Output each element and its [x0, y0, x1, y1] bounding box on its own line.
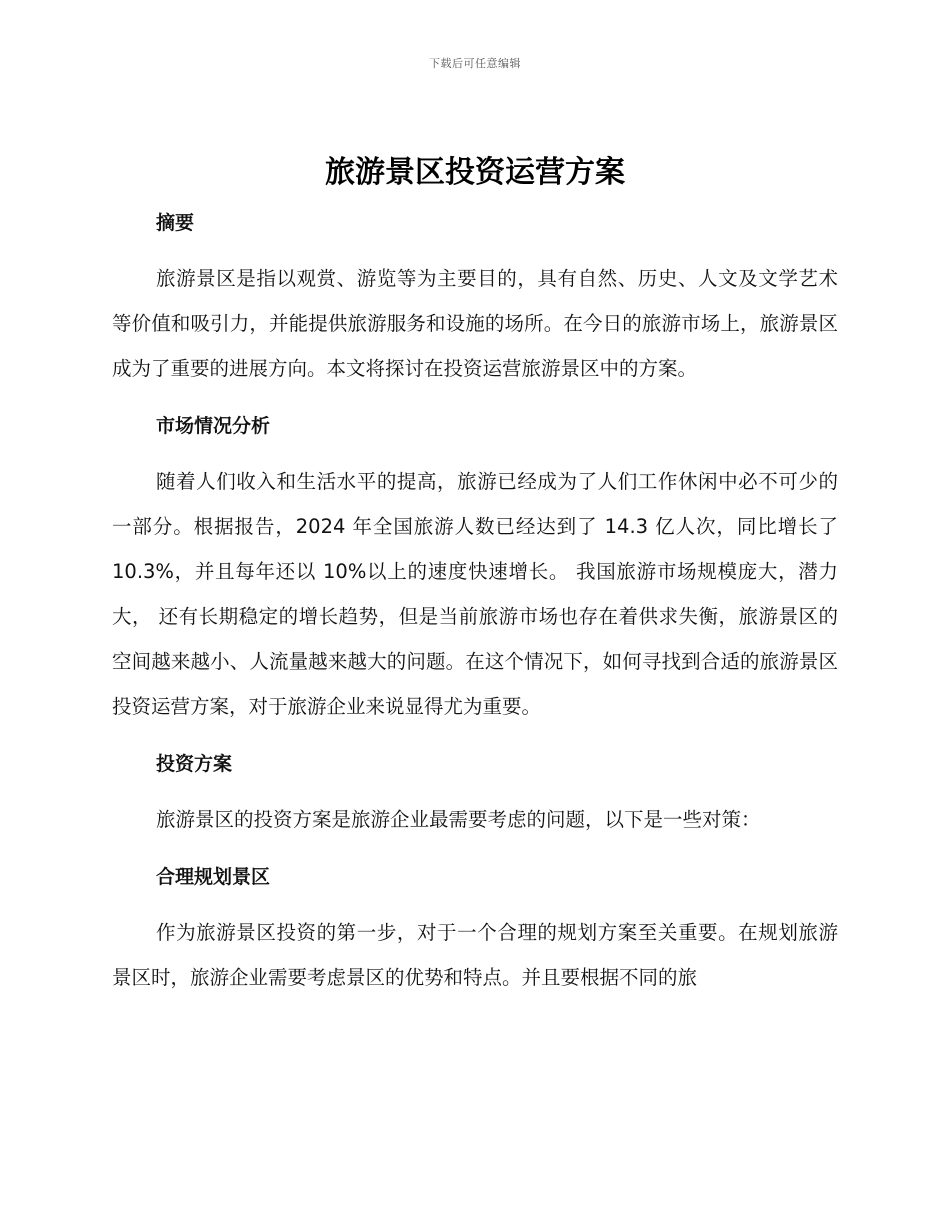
section-heading-investment-plan: 投资方案: [156, 753, 233, 775]
section-paragraph-abstract: 旅游景区是指以观赏、游览等为主要目的，具有自然、历史、人文及文学艺术等价值和吸引力，并能提供旅游服务和设施的场所。在今日的旅游市场上，旅游景区成为了重要的进展方向。本文将探讨在投资运营旅游景区中的方案。: [112, 267, 838, 380]
section-paragraph-planning: 作为旅游景区投资的第一步，对于一个合理的规划方案至关重要。在规划旅游景区时，旅游企业需要考虑景区的优势和特点。并且要根据不同的旅: [112, 921, 838, 989]
section-paragraph-market-analysis: 随着人们收入和生活水平的提高，旅游已经成为了人们工作休闲中必不可少的一部分。根据报告，2024 年全国旅游人数已经达到了 14.3 亿人次，同比增长了 10.3%，并且每年还以 10%以上的速度快速增长。 我国旅游市场规模庞大，潜力大， 还有长期稳定的增长趋势，但是当前旅游市场也存在着供求失衡，旅游景区的空间越来越小、人流量越来越大的问题。在这个情况下，如何寻找到合适的旅游景区投资运营方案，对于旅游企业来说显得尤为重要。: [112, 470, 838, 718]
section-paragraph-investment-plan: 旅游景区的投资方案是旅游企业最需要考虑的问题，以下是一些对策：: [156, 808, 761, 831]
section-heading-planning: 合理规划景区: [156, 866, 271, 888]
section-heading-market-analysis: 市场情况分析: [156, 415, 271, 437]
header-note: 下载后可任意编辑: [429, 57, 521, 70]
document-body: [112, 150, 838, 1022]
section-heading-abstract: 摘要: [156, 212, 195, 234]
document-title: 旅游景区投资运营方案: [325, 155, 625, 190]
